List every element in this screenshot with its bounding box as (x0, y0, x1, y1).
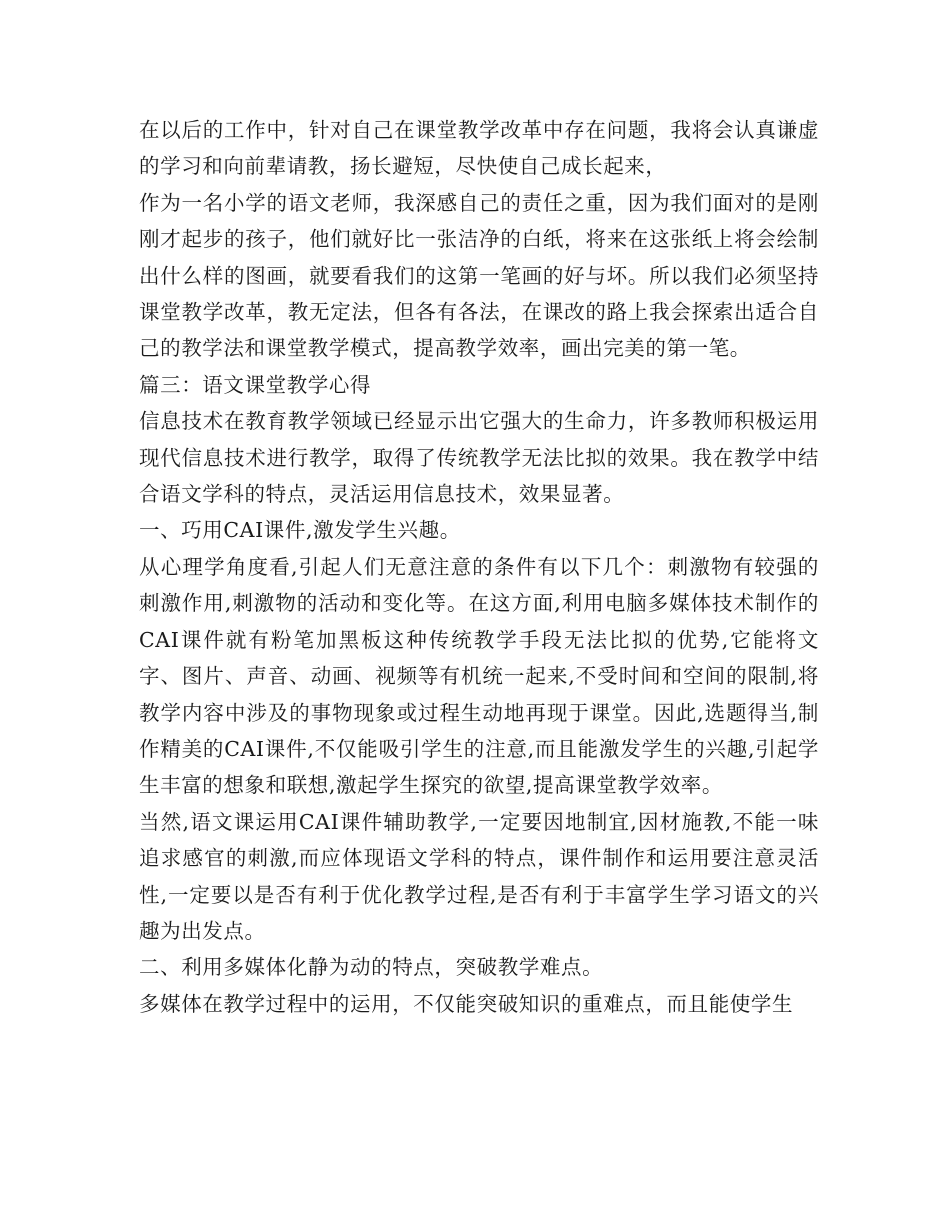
section-heading: 篇三：语文课堂教学心得 (139, 372, 372, 397)
document-body (139, 112, 819, 1022)
paragraph-info-tech: 信息技术在教育教学领域已经显示出它强大的生命力，许多教师积极运用现代信息技术进行教学，取得了传统教学无法比拟的效果。我在教学中结合语文学科的特点，灵活运用信息技术，效果显著。 (139, 409, 819, 507)
paragraph-self-improvement: 在以后的工作中，针对自己在课堂教学改革中存在问题，我将会认真谦虚的学习和向前辈请教，扬长避短，尽快使自己成长起来， (139, 118, 819, 179)
paragraph-cai-usage: 当然,语文课运用CAI课件辅助教学,一定要因地制宜,因材施教,不能一味追求感官的刺激,而应体现语文学科的特点，课件制作和运用要注意灵活性,一定要以是否有利于优化教学过程,是否有利于丰富学生学习语文的兴趣为出发点。 (139, 809, 819, 943)
paragraph-multimedia: 多媒体在教学过程中的运用，不仅能突破知识的重难点，而且能使学生 (139, 991, 794, 1016)
subheading-cai-courseware: 一、巧用CAI课件,激发学生兴趣。 (139, 518, 461, 543)
subheading-multimedia: 二、利用多媒体化静为动的特点，突破教学难点。 (139, 955, 604, 980)
paragraph-psychology: 从心理学角度看,引起人们无意注意的条件有以下几个：刺激物有较强的刺激作用,刺激物的活动和变化等。在这方面,利用电脑多媒体技术制作的CAI课件就有粉笔加黑板这种传统教学手段无法比拟的优势,它能将文字、图片、声音、动画、视频等有机统一起来,不受时间和空间的限制,将教学内容中涉及的事物现象或过程生动地再现于课堂。因此,选题得当,制作精美的CAI课件,不仅能吸引学生的注意,而且能激发学生的兴趣,引起学生丰富的想象和联想,激起学生探究的欲望,提高课堂教学效率。 (139, 554, 819, 798)
paragraph-teacher-responsibility: 作为一名小学的语文老师，我深感自己的责任之重，因为我们面对的是刚刚才起步的孩子，他们就好比一张洁净的白纸，将来在这张纸上将会绘制出什么样的图画，就要看我们的这第一笔画的好与坏。所以我们必须坚持课堂教学改革，教无定法，但各有各法，在课改的路上我会探索出适合自己的教学法和课堂教学模式，提高教学效率，画出完美的第一笔。 (139, 190, 819, 361)
